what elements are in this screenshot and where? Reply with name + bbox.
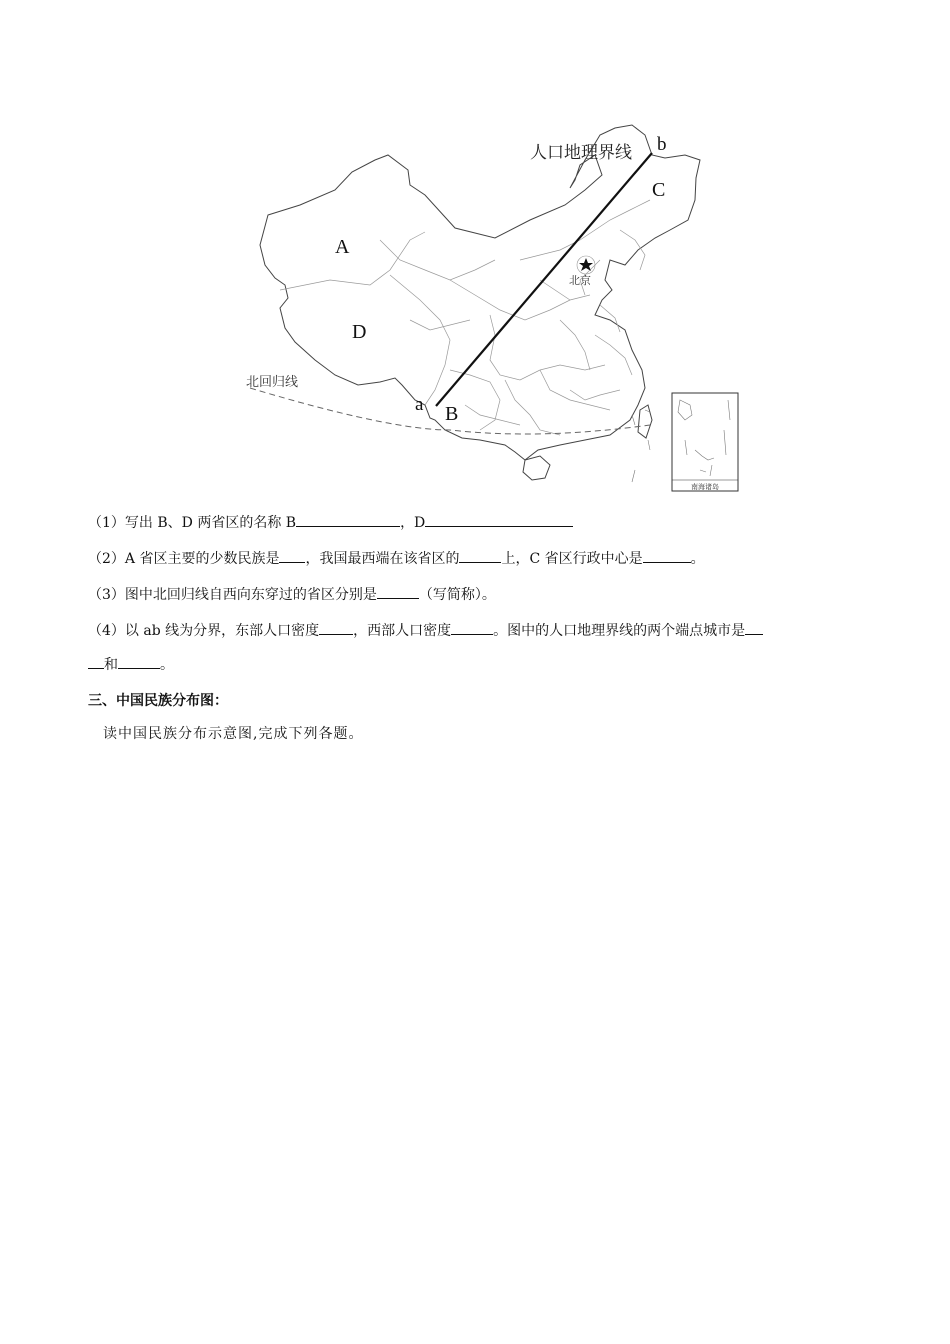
question-4-cont: 和 。 — [88, 654, 174, 675]
answer-blank-west[interactable] — [451, 620, 493, 635]
question-4: （4）以 ab 线为分界，东部人口密度 ，西部人口密度 。图中的人口地理界线的两个端点城市是 — [88, 620, 763, 641]
hainan-island — [523, 456, 550, 480]
region-A-label: A — [335, 236, 350, 258]
region-D-label: D — [352, 321, 367, 343]
region-C-label: C — [652, 179, 666, 201]
answer-blank-east[interactable] — [319, 620, 353, 635]
answer-blank-d[interactable] — [425, 512, 573, 527]
instruction-text: 读中国民族分布示意图,完成下列各题。 — [103, 726, 364, 742]
region-B-label: B — [445, 403, 459, 425]
inset-box — [672, 393, 738, 491]
answer-blank-city-1a[interactable] — [745, 620, 763, 635]
answer-blank-city-1b[interactable] — [88, 654, 104, 669]
answer-blank-tropic[interactable] — [377, 584, 419, 599]
taiwan-island — [638, 405, 652, 438]
question-2: （2）A 省区主要的少数民族是 ，我国最西端在该省区的 上，C 省区行政中心是 。 — [88, 548, 705, 569]
point-a-label: a — [415, 394, 424, 415]
answer-blank-city-2[interactable] — [118, 654, 160, 669]
answer-blank-minority[interactable] — [279, 548, 305, 563]
answer-blank-westmost[interactable] — [459, 548, 501, 563]
beijing-label: 北京 — [569, 275, 591, 287]
tropic-label: 北回归线 — [246, 374, 299, 389]
point-b-label: b — [657, 134, 667, 155]
answer-blank-b[interactable] — [296, 512, 400, 527]
china-map — [240, 120, 745, 495]
population-line — [436, 153, 652, 406]
question-3: （3）图中北回归线自西向东穿过的省区分别是 （写简称）。 — [88, 584, 496, 605]
question-1: （1）写出 B、D 两省区的名称 B ，D — [88, 512, 573, 533]
inset-label: 南海诸岛 — [691, 484, 719, 491]
answer-blank-capital-c[interactable] — [643, 548, 691, 563]
section-title: 三、中国民族分布图： — [88, 693, 228, 709]
population-line-label: 人口地理界线 — [530, 143, 632, 162]
